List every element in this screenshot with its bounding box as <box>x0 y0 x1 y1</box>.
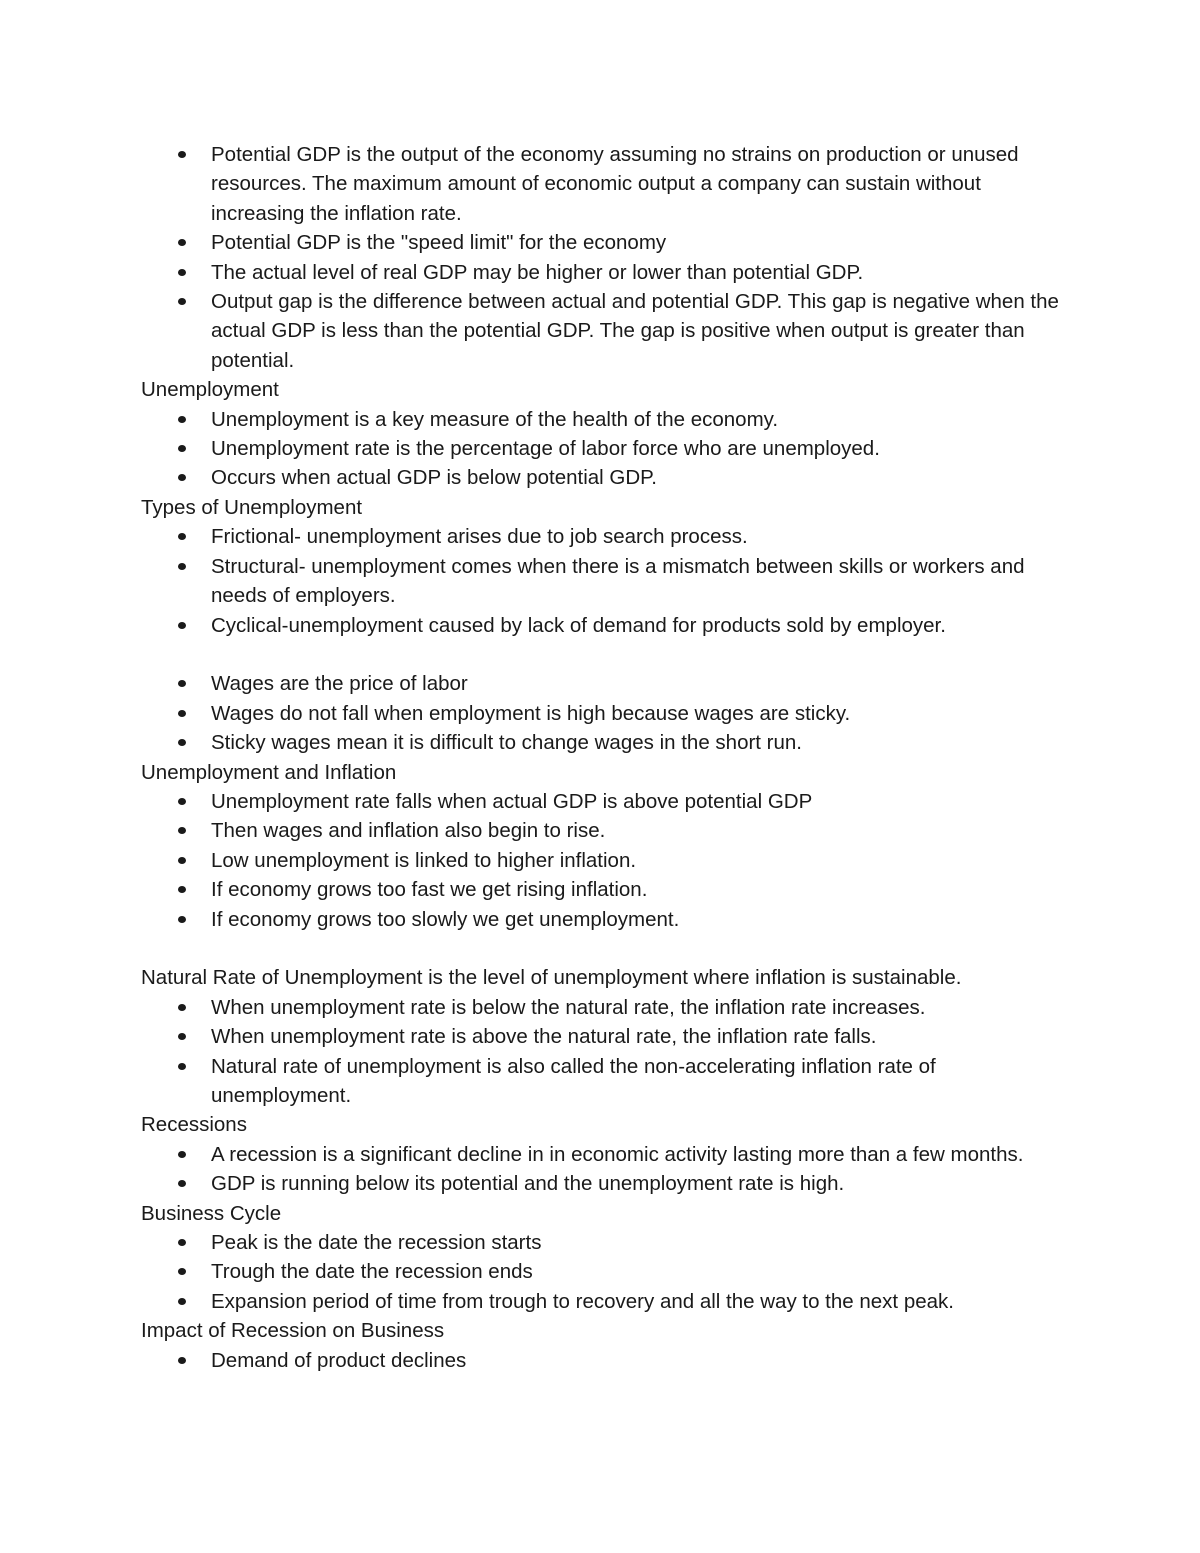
list-item-text: Occurs when actual GDP is below potential GDP. <box>211 466 657 490</box>
impact-bullet-list <box>141 1346 1061 1375</box>
list-item-text: Wages are the price of labor <box>211 672 468 696</box>
list-item <box>211 522 1061 551</box>
section-heading-unemployment: Unemployment <box>141 378 279 402</box>
list-item <box>211 1287 1061 1316</box>
list-item <box>211 1140 1061 1169</box>
bullet-icon <box>178 1180 186 1187</box>
list-item <box>211 1022 1061 1051</box>
list-item <box>211 1257 1061 1286</box>
natural-rate-bullet-list <box>141 993 1061 1111</box>
list-item <box>211 552 1061 611</box>
blank-line <box>141 934 1061 963</box>
list-item-text: Frictional- unemployment arises due to job search process. <box>211 525 748 549</box>
list-item-text: When unemployment rate is below the natural rate, the inflation rate increases. <box>211 995 926 1019</box>
bullet-icon <box>178 563 186 570</box>
list-item <box>211 228 1061 257</box>
list-item-text: A recession is a significant decline in in economic activity lasting more than a few months. <box>211 1142 1024 1166</box>
bullet-icon <box>178 416 186 423</box>
list-item <box>211 816 1061 845</box>
bullet-icon <box>178 269 186 276</box>
list-item-text: Demand of product declines <box>211 1348 467 1372</box>
list-item-text: Wages do not fall when employment is high because wages are sticky. <box>211 701 851 725</box>
list-item-text: The actual level of real GDP may be higher or lower than potential GDP. <box>211 260 864 284</box>
recessions-bullet-list <box>141 1140 1061 1199</box>
list-item <box>211 258 1061 287</box>
section-heading-impact-of-recession: Impact of Recession on Business <box>141 1319 445 1343</box>
list-item <box>211 611 1061 640</box>
list-item-text: Potential GDP is the output of the economy assuming no strains on production or unused resources. The maximum amount of economic output a company can sustain without increasing the inflation rate. <box>211 143 1019 225</box>
bullet-icon <box>178 857 186 864</box>
bullet-icon <box>178 474 186 481</box>
list-item-text: Expansion period of time from trough to recovery and all the way to the next peak. <box>211 1289 954 1313</box>
bullet-icon <box>178 827 186 834</box>
list-item <box>211 728 1061 757</box>
types-bullet-list <box>141 522 1061 640</box>
bullet-icon <box>178 1004 186 1011</box>
business-cycle-bullet-list <box>141 1228 1061 1316</box>
bullet-icon <box>178 1298 186 1305</box>
list-item <box>211 434 1061 463</box>
list-item <box>211 1228 1061 1257</box>
bullet-icon <box>178 710 186 717</box>
bullet-icon <box>178 1268 186 1275</box>
list-item <box>211 1169 1061 1198</box>
list-item <box>211 1346 1061 1375</box>
list-item-text: Potential GDP is the "speed limit" for the economy <box>211 231 667 255</box>
list-item-text: Output gap is the difference between actual and potential GDP. This gap is negative when the actual GDP is less than the potential GDP. The gap is positive when output is greater than potential. <box>211 290 1059 372</box>
list-item <box>211 699 1061 728</box>
section-heading-unemployment-and-inflation: Unemployment and Inflation <box>141 760 397 784</box>
list-item-text: Unemployment is a key measure of the health of the economy. <box>211 407 779 431</box>
list-item <box>211 846 1061 875</box>
document-body <box>141 140 1061 1375</box>
list-item-text: Sticky wages mean it is difficult to change wages in the short run. <box>211 731 803 755</box>
intro-bullet-list <box>141 140 1061 375</box>
blank-line <box>141 640 1061 669</box>
unemployment-bullet-list <box>141 405 1061 493</box>
bullet-icon <box>178 445 186 452</box>
list-item <box>211 463 1061 492</box>
section-heading-recessions: Recessions <box>141 1113 247 1137</box>
list-item-text: If economy grows too slowly we get unemployment. <box>211 907 680 931</box>
list-item-text: Trough the date the recession ends <box>211 1260 533 1284</box>
list-item-text: Cyclical-unemployment caused by lack of demand for products sold by employer. <box>211 613 946 637</box>
list-item <box>211 287 1061 375</box>
section-heading-business-cycle: Business Cycle <box>141 1201 282 1225</box>
list-item-text: Then wages and inflation also begin to rise. <box>211 819 606 843</box>
bullet-icon <box>178 151 186 158</box>
bullet-icon <box>178 916 186 923</box>
bullet-icon <box>178 1151 186 1158</box>
list-item-text: If economy grows too fast we get rising inflation. <box>211 878 648 902</box>
list-item <box>211 140 1061 228</box>
bullet-icon <box>178 239 186 246</box>
inflation-bullet-list <box>141 787 1061 934</box>
bullet-icon <box>178 1357 186 1364</box>
list-item-text: Unemployment rate is the percentage of labor force who are unemployed. <box>211 437 880 461</box>
list-item-text: GDP is running below its potential and the unemployment rate is high. <box>211 1172 845 1196</box>
list-item <box>211 875 1061 904</box>
bullet-icon <box>178 1063 186 1070</box>
list-item-text: When unemployment rate is above the natural rate, the inflation rate falls. <box>211 1025 877 1049</box>
list-item <box>211 993 1061 1022</box>
list-item-text: Peak is the date the recession starts <box>211 1231 542 1254</box>
bullet-icon <box>178 1239 186 1246</box>
bullet-icon <box>178 739 186 746</box>
bullet-icon <box>178 533 186 540</box>
list-item <box>211 405 1061 434</box>
bullet-icon <box>178 298 186 305</box>
list-item <box>211 669 1061 698</box>
bullet-icon <box>178 886 186 893</box>
list-item <box>211 1052 1061 1111</box>
section-heading-types-of-unemployment: Types of Unemployment <box>141 495 363 519</box>
list-item <box>211 787 1061 816</box>
list-item-text: Unemployment rate falls when actual GDP is above potential GDP <box>211 789 813 813</box>
bullet-icon <box>178 798 186 805</box>
list-item <box>211 905 1061 934</box>
section-heading-natural-rate: Natural Rate of Unemployment is the level of unemployment where inflation is sustainable. <box>141 966 962 990</box>
wages-bullet-list <box>141 669 1061 757</box>
bullet-icon <box>178 622 186 629</box>
bullet-icon <box>178 680 186 687</box>
bullet-icon <box>178 1033 186 1040</box>
list-item-text: Low unemployment is linked to higher inflation. <box>211 848 637 872</box>
list-item-text: Structural- unemployment comes when there is a mismatch between skills or workers and needs of employers. <box>211 554 1025 608</box>
list-item-text: Natural rate of unemployment is also called the non-accelerating inflation rate of unemployment. <box>211 1054 936 1107</box>
